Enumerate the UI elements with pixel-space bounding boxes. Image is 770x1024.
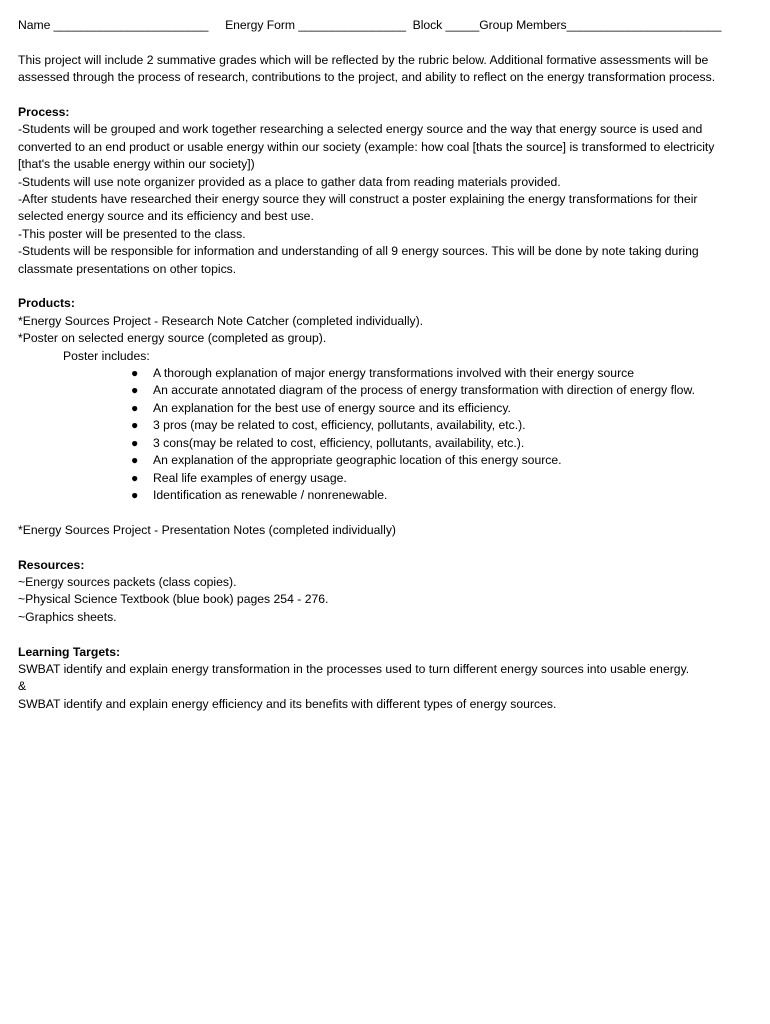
resource-line: ~Energy sources packets (class copies). xyxy=(18,574,237,589)
poster-requirements-list xyxy=(18,365,758,504)
list-item-text: An explanation of the appropriate geographic location of this energy source. xyxy=(153,453,562,468)
process-heading: Process: xyxy=(18,105,70,119)
list-item-text: An explanation for the best use of energy source and its efficiency. xyxy=(153,400,511,415)
energy-form-label: Energy Form xyxy=(225,18,299,32)
list-item-text: A thorough explanation of major energy transformations involved with their energy source xyxy=(153,366,634,381)
bullet-icon: ● xyxy=(131,470,139,485)
intro-line: assessed through the process of research, contributions to the project, and ability to reflect on the energy transformation process. xyxy=(18,70,716,85)
bullet-icon: ● xyxy=(131,400,139,415)
product-item-note-catcher: *Energy Sources Project - Research Note Catcher (completed individually). xyxy=(18,313,424,328)
process-line: classmate presentations on other topics. xyxy=(18,261,237,276)
product-item-poster: *Poster on selected energy source (completed as group). xyxy=(18,331,327,346)
process-line: -Students will be responsible for information and understanding of all 9 energy sources. This will be done by note taking during xyxy=(18,244,699,259)
list-item xyxy=(18,470,758,487)
process-section xyxy=(18,104,758,278)
intro-paragraph xyxy=(18,52,758,87)
list-item xyxy=(18,417,758,434)
learning-targets-heading: Learning Targets: xyxy=(18,644,121,659)
list-item xyxy=(18,400,758,417)
bullet-icon: ● xyxy=(131,366,139,381)
list-item xyxy=(18,365,758,382)
resource-line: ~Physical Science Textbook (blue book) pages 254 - 276. xyxy=(18,592,329,607)
energy-form-blank: ________________ xyxy=(298,18,406,32)
spacer xyxy=(18,539,758,556)
spacer xyxy=(18,278,758,295)
name-label: Name xyxy=(18,18,54,32)
process-line: -This poster will be presented to the class. xyxy=(18,226,246,241)
bullet-icon: ● xyxy=(131,435,139,450)
list-item xyxy=(18,452,758,469)
list-item-text: Real life examples of energy usage. xyxy=(153,470,347,485)
block-blank: _____ xyxy=(445,18,480,32)
resources-section xyxy=(18,557,758,627)
process-line: -Students will be grouped and work together researching a selected energy source and the way that energy source is used and xyxy=(18,122,703,137)
spacer xyxy=(18,626,758,643)
resources-heading: Resources: xyxy=(18,557,85,572)
bullet-icon: ● xyxy=(131,453,139,468)
product-item-presentation-notes: *Energy Sources Project - Presentation Notes (completed individually) xyxy=(18,522,396,537)
list-item-text: 3 pros (may be related to cost, efficiency, pollutants, availability, etc.). xyxy=(153,418,526,433)
learning-target-line: & xyxy=(18,679,27,694)
process-line: converted to an end product or usable energy within our society (example: how coal [thats the source] is transformed to electricity xyxy=(18,139,715,154)
learning-targets-section xyxy=(18,644,758,714)
spacer xyxy=(18,34,758,51)
intro-line: This project will include 2 summative grades which will be reflected by the rubric below. Additional formative assessments will be xyxy=(18,52,709,67)
learning-target-line: SWBAT identify and explain energy transformation in the processes used to turn different energy sources into usable energy. xyxy=(18,661,690,676)
list-item-text: Identification as renewable / nonrenewable. xyxy=(153,487,388,502)
process-line: selected energy source and its efficiency and best use. xyxy=(18,209,314,224)
list-item xyxy=(18,435,758,452)
list-item xyxy=(18,382,758,399)
bullet-icon: ● xyxy=(131,487,139,502)
block-label: Block xyxy=(412,18,446,32)
process-line: -Students will use note organizer provided as a place to gather data from reading materials provided. xyxy=(18,174,561,189)
poster-includes-label: Poster includes: xyxy=(63,348,150,363)
process-line: -After students have researched their energy source they will construct a poster explaining the energy transformations for their xyxy=(18,192,698,207)
group-members-blank: _______________________ xyxy=(566,18,722,32)
process-line: [that's the usable energy within our society]) xyxy=(18,157,255,172)
list-item-text: 3 cons(may be related to cost, efficiency, pollutants, availability, etc.). xyxy=(153,435,525,450)
bullet-icon: ● xyxy=(131,418,139,433)
spacer xyxy=(18,504,758,521)
spacer xyxy=(18,87,758,104)
list-item-text: An accurate annotated diagram of the process of energy transformation with direction of energy flow. xyxy=(153,383,695,398)
products-section xyxy=(18,295,758,539)
group-members-label: Group Members xyxy=(479,18,567,32)
learning-target-line: SWBAT identify and explain energy efficiency and its benefits with different types of energy sources. xyxy=(18,696,557,711)
list-item xyxy=(18,487,758,504)
document-page xyxy=(18,17,758,713)
resource-line: ~Graphics sheets. xyxy=(18,609,117,624)
name-blank: _______________________ xyxy=(53,18,209,32)
header-fields xyxy=(18,17,758,34)
products-heading: Products: xyxy=(18,296,75,311)
bullet-icon: ● xyxy=(131,383,139,398)
